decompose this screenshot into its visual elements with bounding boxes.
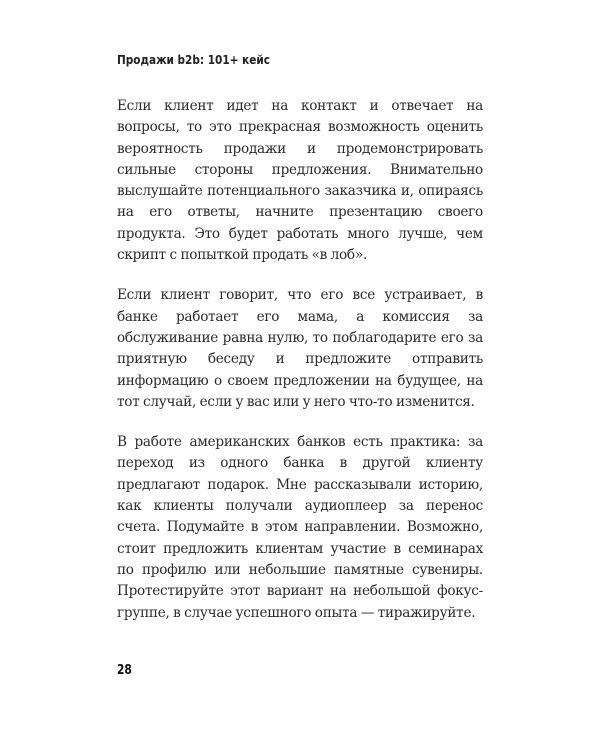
paragraph-2: Если клиент говорит, что его все устраивает, в банке работает его мама, а комиссия за обслуживание равна нулю, то поблагодарите его за приятную беседу и предложите отправить информацию о своем предложении на будущее, на тот случай, если у вас или у него что-то изменится. [117,287,483,410]
paragraph-3: В работе американских банков есть практика: за переход из одного банка в другой клиенту предлагают подарок. Мне рассказывали историю, как клиенты получали аудиоплеер за перенос счета. Подумайте в этом направлении. Возможно, стоит предложить клиентам участие в семинарах по профилю или небольшие памятные сувениры. Протестируйте этот вариант на небольшой фокус-группе, в случае успешного опыта — тиражируйте. [117,434,483,621]
running-header: Продажи b2b: 101+ кейс [117,52,270,67]
page-number: 28 [117,663,132,678]
body-text [117,96,483,643]
paragraph-1: Если клиент идет на контакт и отвечает на вопросы, то это прекрасная возможность оценить вероятность продажи и продемонстрировать сильные стороны предложения. Внимательно выслушайте потенциального заказчика и, опираясь на его ответы, начните презентацию своего продукта. Это будет работать много лучше, чем скрипт с попыткой продать «в лоб». [117,98,483,264]
